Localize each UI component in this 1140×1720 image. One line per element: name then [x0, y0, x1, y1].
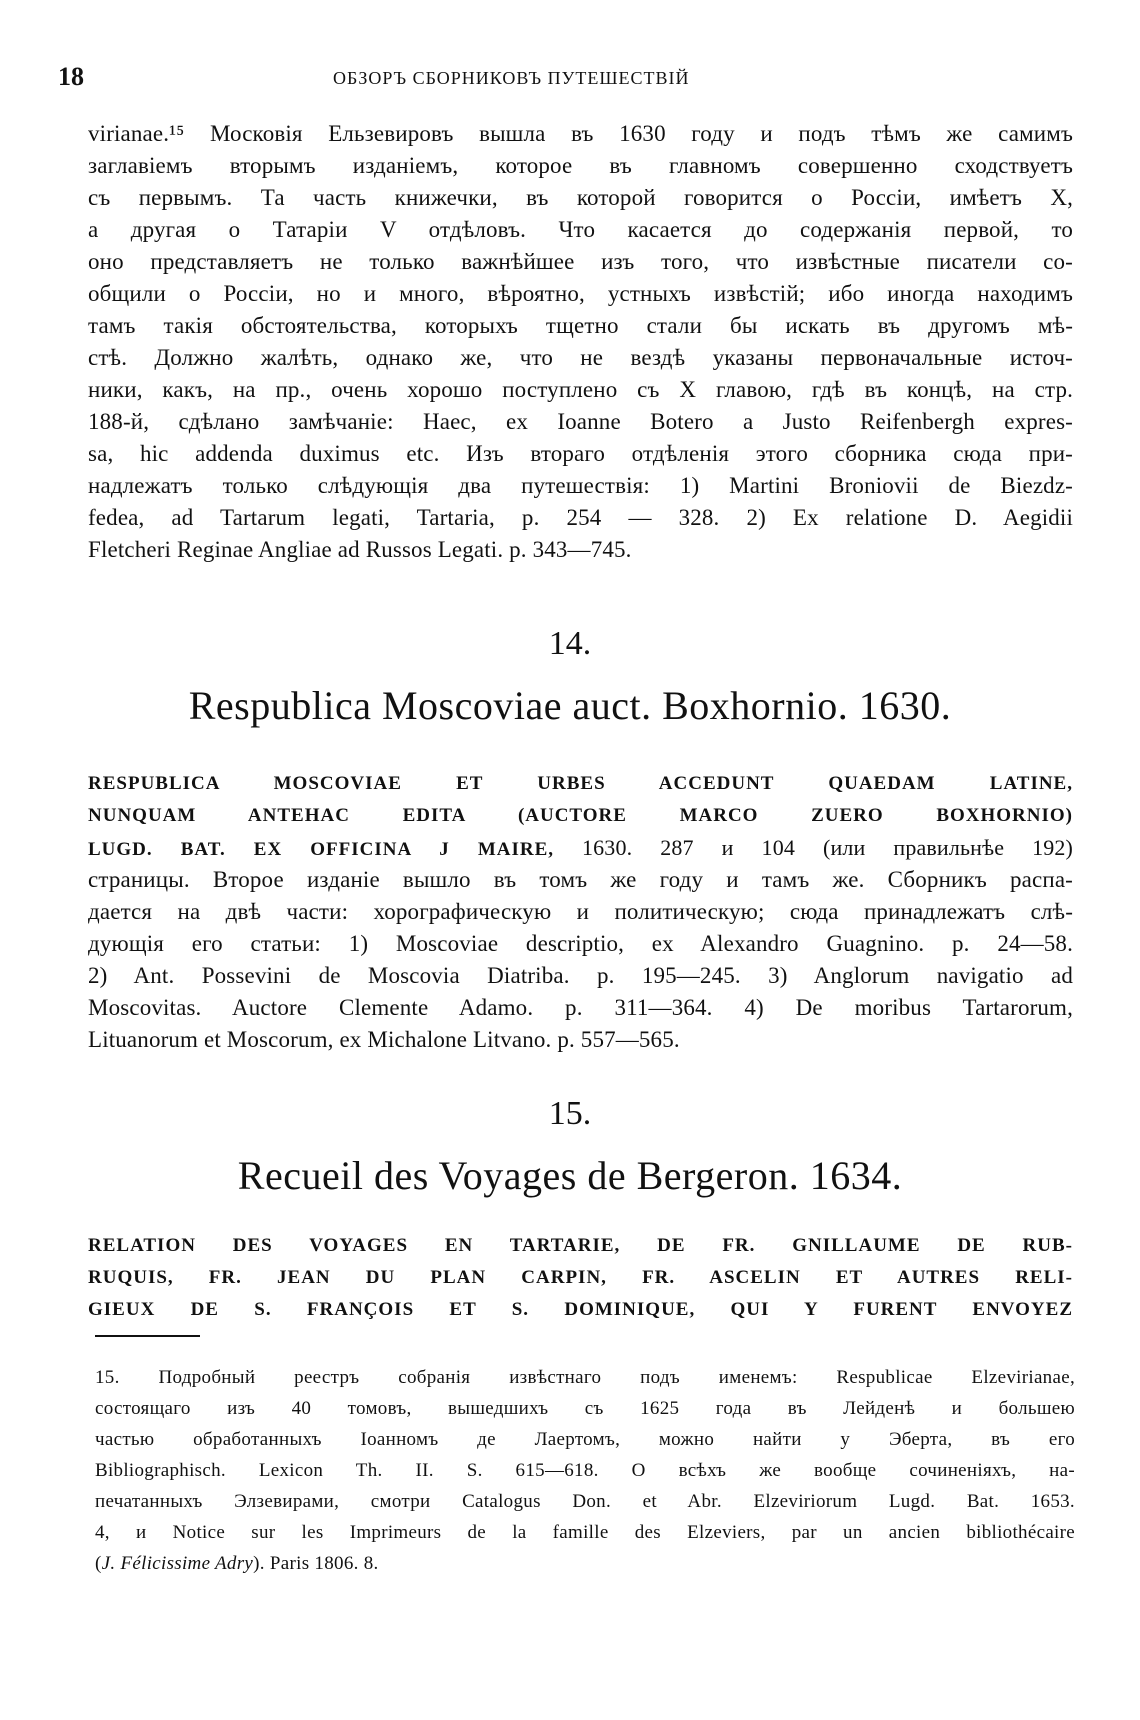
section-14-heading: Respublica Moscoviae auct. Boxhornio. 1630. — [188, 683, 952, 728]
caps-title-line: GIEUX DE S. FRANÇOIS ET S. DOMINIQUE, QUI Y FURENT ENVOYEZ — [88, 1299, 1073, 1320]
section-14-number: 14. — [548, 625, 592, 662]
text-line: fedea, ad Tartarum legati, Tartaria, p. 254 — 328. 2) Ex relatione D. Aegidii — [88, 505, 1073, 530]
footnote-fragment: ( — [95, 1553, 102, 1574]
footnote-fragment: ). Paris 1806. 8. — [253, 1553, 379, 1574]
footnote-line: Bibliographisch. Lexicon Th. II. S. 615—618. О всѣхъ же вообще сочиненіяхъ, на- — [95, 1460, 1075, 1481]
footnote-line: состоящаго изъ 40 томовъ, вышедшихъ съ 1625 года въ Лейденѣ и большею — [95, 1398, 1075, 1419]
text-line: sa, hic addenda duximus etc. Изъ втораго отдѣленія этого сборника сюда при- — [88, 441, 1073, 466]
text-line: оно представляетъ не только важнѣйшее изъ того, что извѣстные писатели со- — [88, 249, 1073, 274]
footnote-line: печатанныхъ Элзевирами, смотри Catalogus Don. et Abr. Elzeviriorum Lugd. Bat. 1653. — [95, 1491, 1075, 1512]
text-line: ники, какъ, на пр., очень хорошо поступлено съ X главою, гдѣ въ концѣ, на стр. — [88, 377, 1073, 402]
mixed-title-line — [88, 832, 1073, 864]
caps-title-line: RUQUIS, FR. JEAN DU PLAN CARPIN, FR. ASCELIN ET AUTRES RELI- — [88, 1267, 1073, 1288]
running-title: ОБЗОРЪ СБОРНИКОВЪ ПУТЕШЕСТВІЙ — [333, 68, 690, 88]
footnote-line: 4, и Notice sur les Imprimeurs de la famille des Elzeviers, par un ancien bibliothécaire — [95, 1522, 1075, 1543]
page-number: 18 — [58, 62, 84, 91]
author-name: J. Félicissime Adry — [101, 1553, 254, 1574]
text-line: Lituanorum et Moscorum, ex Michalone Litvano. p. 557—565. — [88, 1027, 680, 1052]
text-line: стѣ. Должно жалѣть, однако же, что не вездѣ указаны первоначальные источ- — [88, 345, 1073, 370]
text-line: дующія его статьи: 1) Moscoviae descriptio, ex Alexandro Guagnino. p. 24—58. — [88, 931, 1073, 956]
page-header — [58, 62, 1068, 96]
footnote-rule — [95, 1335, 200, 1337]
intro-paragraph — [88, 118, 1073, 566]
text-fragment: 1630. 287 и 104 (или правильнѣе 192) — [582, 835, 1074, 860]
text-line: съ первымъ. Та часть книжечки, въ которой говорится о Россіи, имѣетъ X, — [88, 185, 1073, 210]
footnote-line — [95, 1548, 1075, 1579]
section-15-paragraph — [88, 1230, 1073, 1326]
text-line: Fletcheri Reginae Angliae ad Russos Legati. p. 343—745. — [88, 537, 632, 562]
text-line: virianae.¹⁵ Московія Ельзевировъ вышла въ 1630 году и подъ тѣмъ же самимъ — [88, 121, 1073, 146]
text-line: общили о Россіи, но и много, вѣроятно, устныхъ извѣстій; ибо иногда находимъ — [88, 281, 1073, 306]
text-line: тамъ такія обстоятельства, которыхъ тщетно стали бы искать въ другомъ мѣ- — [88, 313, 1073, 338]
caps-title-line: NUNQUAM ANTEHAC EDITA (AUCTORE MARCO ZUERO BOXHORNIO) — [88, 805, 1073, 826]
footnote-line: частью обработанныхъ Іоанномъ де Лаертомъ, можно найти у Эберта, въ его — [95, 1429, 1075, 1450]
text-line: дается на двѣ части: хорографическую и политическую; сюда принадлежатъ слѣ- — [88, 899, 1073, 924]
section-14-paragraph — [88, 768, 1073, 1056]
footnote-line: 15. Подробный реестръ собранія извѣстнаго подъ именемъ: Respublicae Elzevirianae, — [95, 1367, 1075, 1388]
footnote — [95, 1362, 1075, 1579]
text-line: 2) Ant. Possevini de Moscovia Diatriba. p. 195—245. 3) Anglorum navigatio ad — [88, 963, 1073, 988]
text-line: страницы. Второе изданіе вышло въ томъ же году и тамъ же. Сборникъ распа- — [88, 867, 1073, 892]
text-line: заглавіемъ вторымъ изданіемъ, которое въ главномъ совершенно сходствуетъ — [88, 153, 1073, 178]
text-line: а другая о Татаріи V отдѣловъ. Что касается до содержанія первой, то — [88, 217, 1073, 242]
caps-title-fragment: LUGD. BAT. EX OFFICINA J MAIRE, — [88, 839, 555, 860]
text-line: 188-й, сдѣлано замѣчаніе: Haec, ex Ioanne Botero a Justo Reifenbergh expres- — [88, 409, 1073, 434]
section-15-heading: Recueil des Voyages de Bergeron. 1634. — [237, 1153, 903, 1198]
text-line: надлежатъ только слѣдующія два путешествія: 1) Martini Broniovii de Biezdz- — [88, 473, 1073, 498]
section-15-number: 15. — [548, 1095, 592, 1132]
caps-title-line: RELATION DES VOYAGES EN TARTARIE, DE FR. GNILLAUME DE RUB- — [88, 1235, 1073, 1256]
caps-title-line: RESPUBLICA MOSCOVIAE ET URBES ACCEDUNT QUAEDAM LATINE, — [88, 773, 1073, 794]
text-line: Moscovitas. Auctore Clemente Adamo. p. 311—364. 4) De moribus Tartarorum, — [88, 995, 1073, 1020]
